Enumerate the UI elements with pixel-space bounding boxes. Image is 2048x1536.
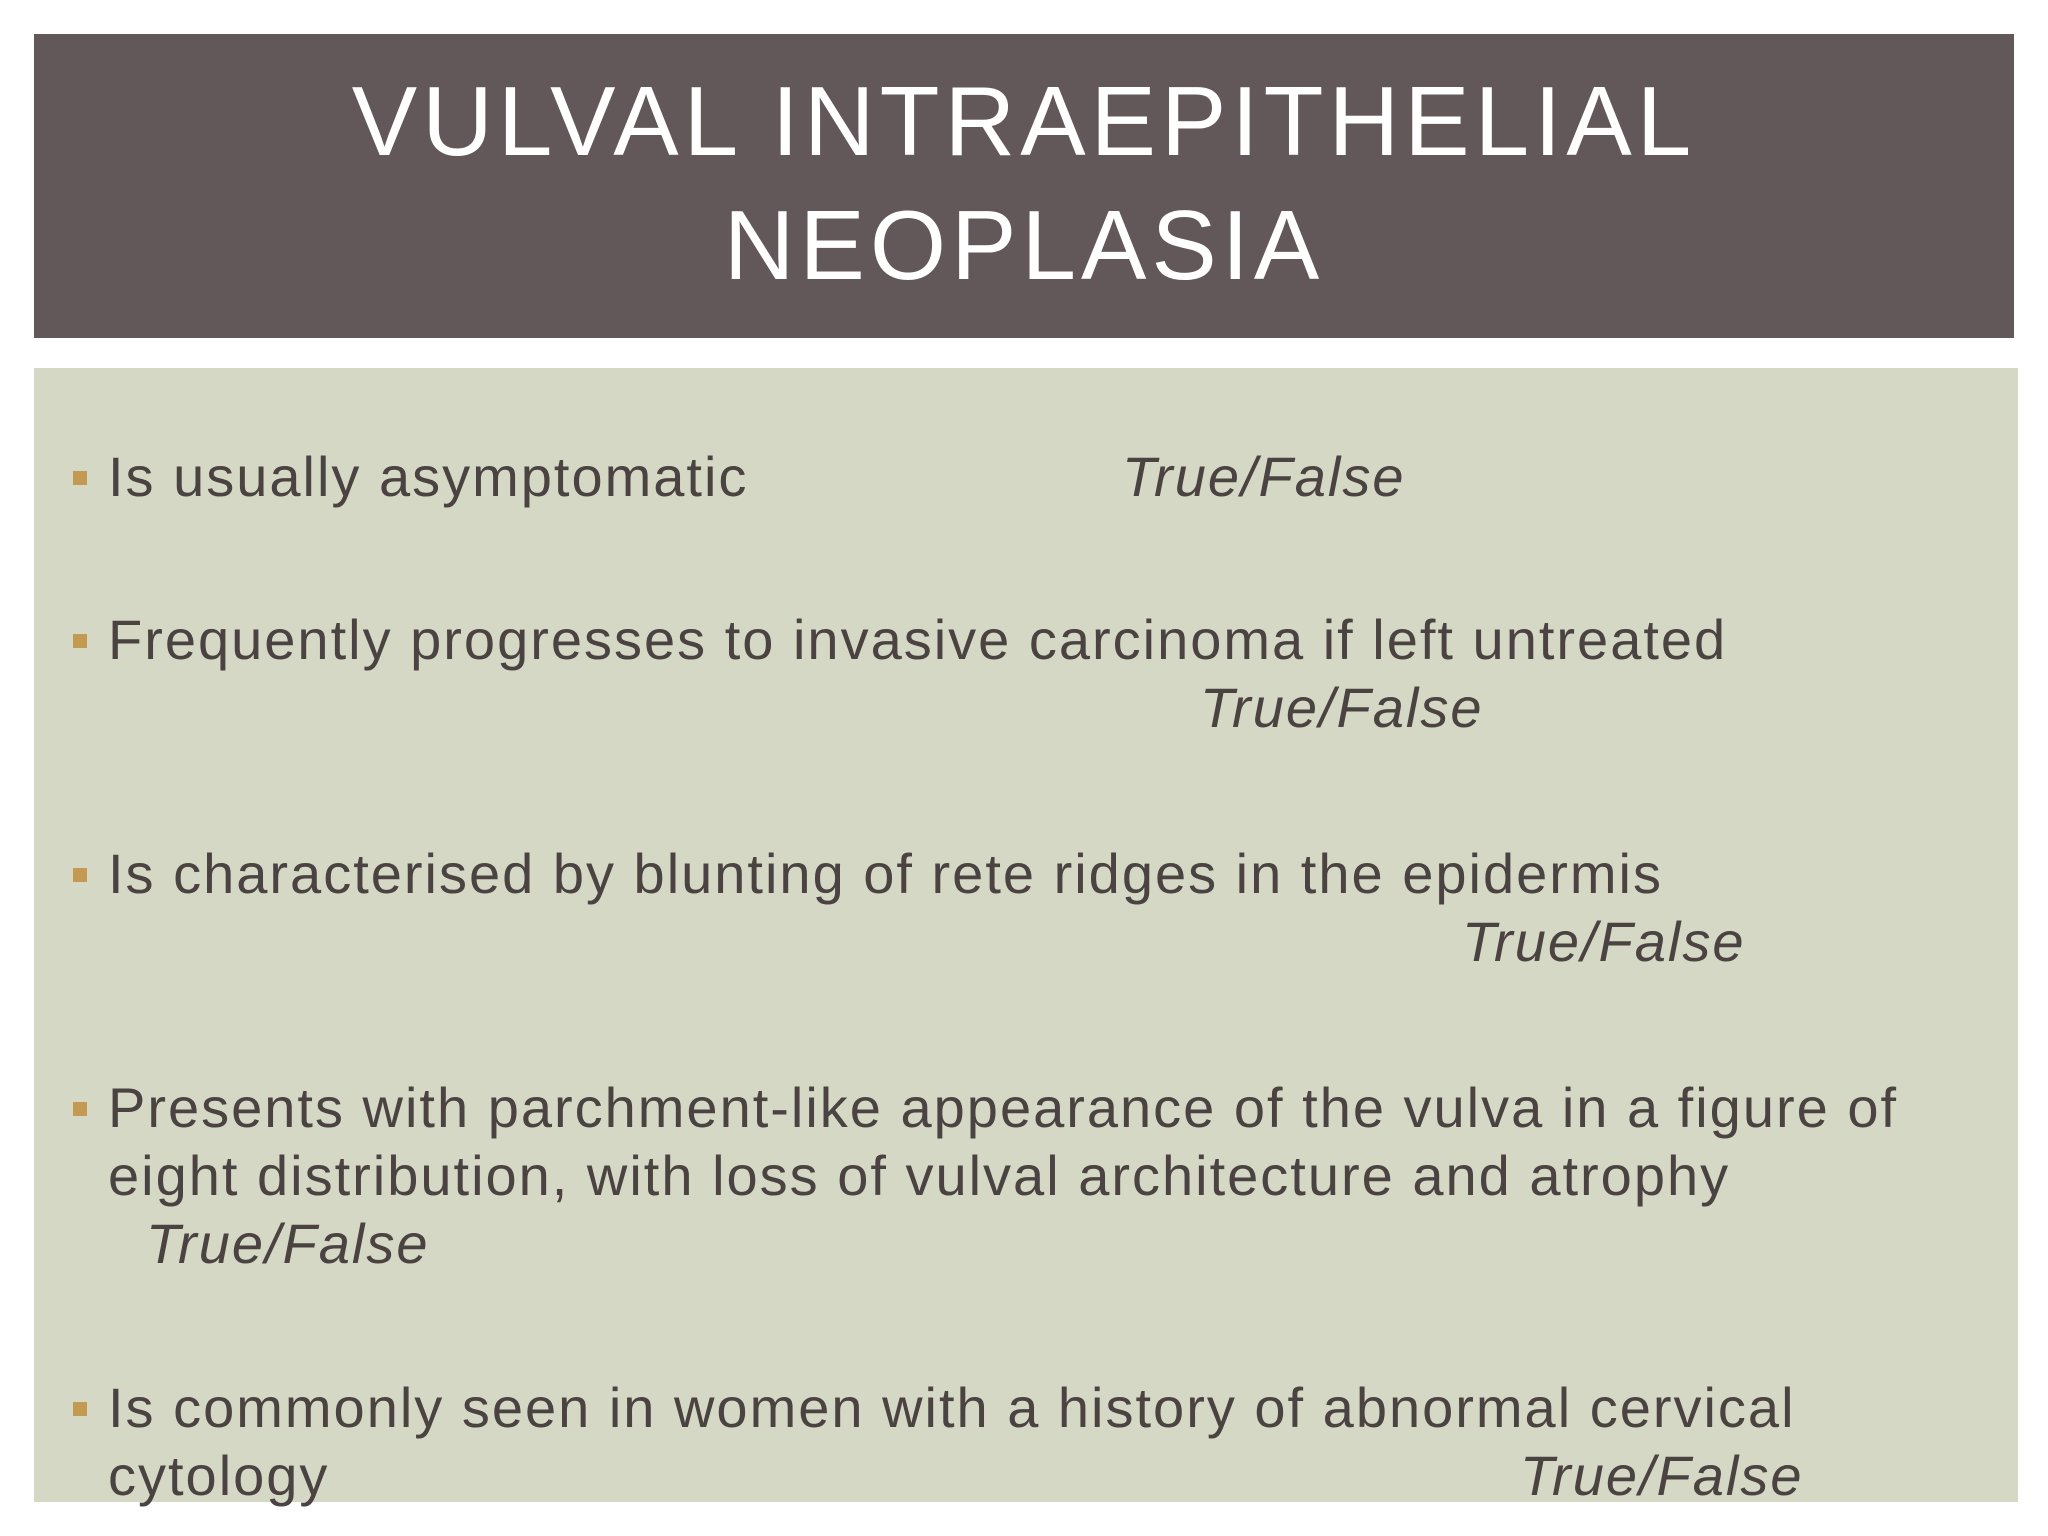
title-bar [34, 34, 2014, 338]
question-statement-line: cytology [108, 1444, 330, 1507]
bullet-square-icon [73, 1402, 87, 1416]
slide-title-line-1: VULVAL INTRAEPITHELIAL [351, 66, 1697, 176]
question-statement [108, 606, 1727, 674]
question-statement [108, 443, 748, 511]
question-statement-line: Is characterised by blunting of rete ridges in the epidermis [108, 842, 1663, 905]
question-statement-line: Is commonly seen in women with a history of abnormal cervical [108, 1376, 1796, 1439]
question-statement [108, 840, 1663, 908]
true-false-answer: True/False [1200, 676, 1484, 739]
true-false-answer: True/False [1462, 910, 1746, 973]
true-false-answer: True/False [1520, 1444, 1804, 1507]
true-false-answer: True/False [146, 1212, 430, 1275]
question-statement-line: Is usually asymptomatic [108, 445, 749, 508]
bullet-square-icon [73, 1102, 87, 1116]
question-statement [108, 1074, 1898, 1210]
bullet-square-icon [73, 868, 87, 882]
slide-title-line-2: NEOPLASIA [723, 190, 1325, 300]
bullet-square-icon [73, 634, 87, 648]
true-false-answer: True/False [1122, 445, 1406, 508]
slide-title [174, 59, 1874, 313]
bullet-square-icon [73, 471, 87, 485]
question-statement-line: Frequently progresses to invasive carcinoma if left untreated [108, 608, 1728, 671]
question-statement-line: eight distribution, with loss of vulval architecture and atrophy [108, 1144, 1731, 1207]
question-statement-line: Presents with parchment-like appearance of the vulva in a figure of [108, 1076, 1899, 1139]
